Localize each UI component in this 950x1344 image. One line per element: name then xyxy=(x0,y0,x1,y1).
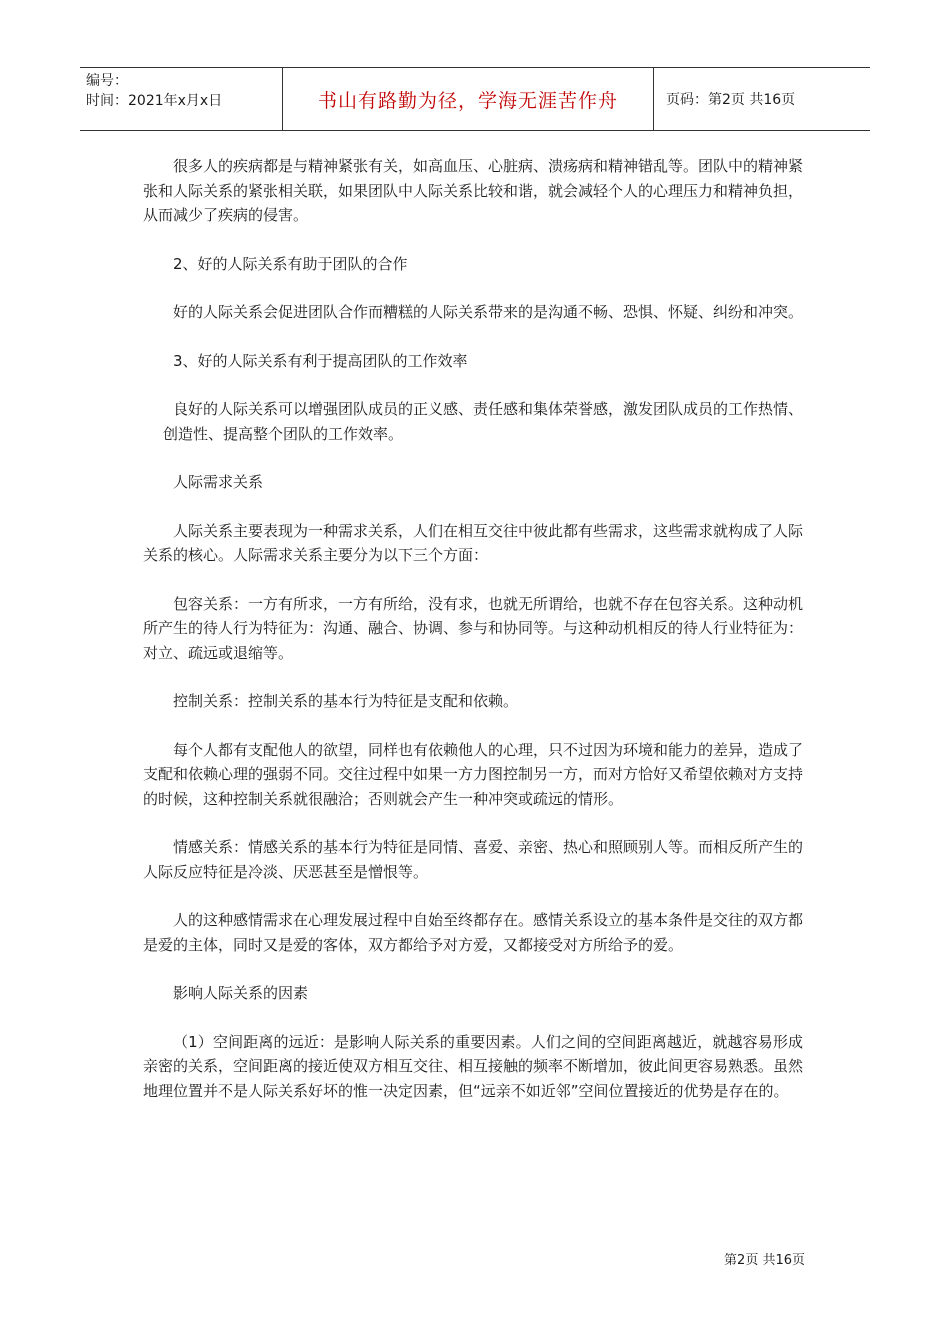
document-body xyxy=(143,154,803,1127)
header-page-info: 页码：第2页 共16页 xyxy=(666,92,796,108)
paragraph: 人际关系主要表现为一种需求关系，人们在相互交往中彼此都有些需求，这些需求就构成了人际关系的核心。人际需求关系主要分为以下三个方面： xyxy=(143,521,804,564)
number-label: 编号： xyxy=(86,73,128,89)
paragraph: 情感关系：情感关系的基本行为特征是同情、喜爱、亲密、热心和照顾别人等。而相反所产生的人际反应特征是冷淡、厌恶甚至是憎恨等。 xyxy=(143,838,804,881)
time-label: 时间：2021年x月x日 xyxy=(86,93,223,109)
paragraph: 很多人的疾病都是与精神紧张有关，如高血压、心脏病、溃疡病和精神错乱等。团队中的精神紧张和人际关系的紧张相关联，如果团队中人际关系比较和谐，就会减轻个人的心理压力和精神负担，从而减少了疾病的侵害。 xyxy=(143,157,804,224)
paragraph: 良好的人际关系可以增强团队成员的正义感、责任感和集体荣誉感，激发团队成员的工作热情、创造性、提高整个团队的工作效率。 xyxy=(163,400,804,443)
header-motto: 书山有路勤为径，学海无涯苦作舟 xyxy=(282,68,654,130)
paragraph: 控制关系：控制关系的基本行为特征是支配和依赖。 xyxy=(173,692,519,710)
section-heading: 人际需求关系 xyxy=(173,473,264,491)
section-heading: 2、好的人际关系有助于团队的合作 xyxy=(173,254,408,273)
page-header xyxy=(80,67,870,131)
paragraph: 好的人际关系会促进团队合作而糟糕的人际关系带来的是沟通不畅、恐惧、怀疑、纠纷和冲突。 xyxy=(173,303,804,321)
section-heading: 影响人际关系的因素 xyxy=(173,984,309,1002)
section-heading: 3、好的人际关系有利于提高团队的工作效率 xyxy=(173,351,468,370)
paragraph: 包容关系：一方有所求，一方有所给，没有求，也就无所谓给，也就不存在包容关系。这种动机所产生的待人行为特征为：沟通、融合、协调、参与和协同等。与这种动机相反的待人行业特征为：对立、疏远或退缩等。 xyxy=(143,594,804,662)
paragraph: 人的这种感情需求在心理发展过程中自始至终都存在。感情关系设立的基本条件是交往的双方都是爱的主体，同时又是爱的客体，双方都给予对方爱，又都接受对方所给予的爱。 xyxy=(143,911,804,954)
header-meta xyxy=(80,68,282,130)
paragraph: 每个人都有支配他人的欲望，同样也有依赖他人的心理，只不过因为环境和能力的差异，造成了支配和依赖心理的强弱不同。交往过程中如果一方力图控制另一方，而对方恰好又希望依赖对方支持的时候，这种控制关系就很融洽；否则就会产生一种冲突或疏远的情形。 xyxy=(143,740,804,808)
page-footer: 第2页 共16页 xyxy=(724,1253,805,1268)
paragraph: （1）空间距离的远近：是影响人际关系的重要因素。人们之间的空间距离越近，就越容易形成亲密的关系，空间距离的接近使双方相互交往、相互接触的频率不断增加，彼此间更容易熟悉。虽然地理位置并不是人际关系好坏的惟一决定因素，但“远亲不如近邻”空间位置接近的优势是存在的。 xyxy=(143,1032,804,1100)
